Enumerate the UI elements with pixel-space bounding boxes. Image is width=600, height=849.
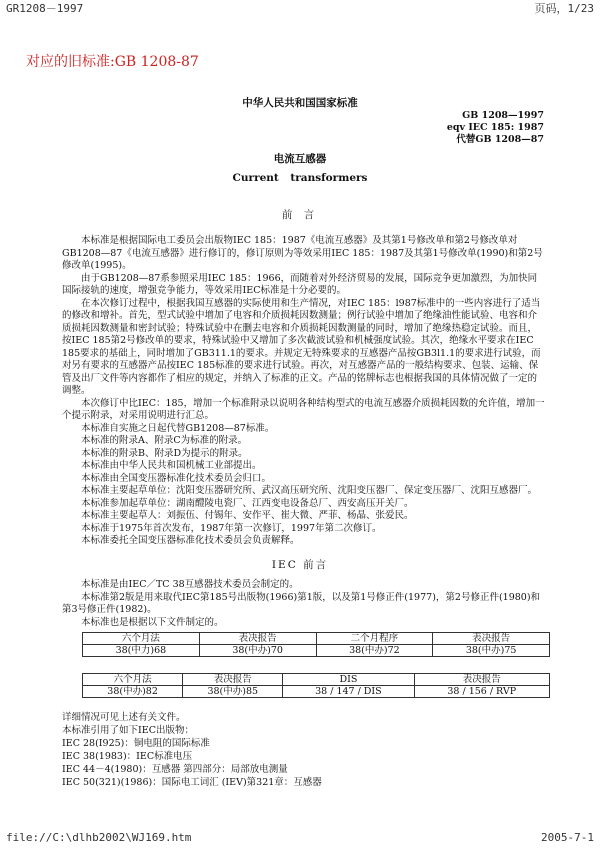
table-header-cell: 表决报告: [414, 674, 549, 686]
iec-foreword-body: [62, 579, 546, 629]
foreword-body: [62, 235, 546, 548]
table-row: [83, 686, 550, 698]
text-line: IEC 38(1983)：IEC标准电压: [62, 751, 193, 762]
table-cell: 38(中办)70: [199, 645, 316, 657]
national-standard-title: 中华人民共和国国家标准: [242, 97, 358, 109]
documents-table-2: [82, 673, 550, 698]
foreword-heading: 前 言: [281, 209, 319, 221]
paragraph: 本标准主要起草单位：沈阳变压器研究所、武汉高压研究所、沈阳变压器厂、保定变压器厂、沈阳互感器厂。: [81, 485, 538, 496]
iec-foreword-heading: IEC 前言: [271, 559, 329, 571]
paragraph: 本标准自实施之日起代替GB1208—87标准。: [81, 422, 275, 434]
documents-table-1: [82, 632, 550, 657]
paragraph: 本标准委托全国变压器标准化技术委员会负责解释。: [81, 535, 300, 546]
table-cell: 38(中办)75: [433, 645, 550, 657]
paragraph: 本标准由全国变压器标准化技术委员会归口。: [81, 472, 272, 484]
paragraph: 本次修订中比IEC：185，增加一个标准附录以说明各种结构型式的电流互感器介质损耗因数的允许值，增加一个提示附录，对采用说明进行汇总。: [62, 397, 545, 421]
paragraph: 本标准的附录A、附录C为标准的附录。: [81, 435, 248, 446]
page-header: [6, 0, 594, 14]
paragraph: 在本次修订过程中，根据我国互感器的实际使用和生产情况，对IEC 185：l987标准中的一些内容进行了适当的修改和增补。首先，型式试验中增加了电容和介质损耗因数测量；例行试验中增加了绝缘油性能试验、电容和介质损耗因数测量和密封试验；特殊试验中在删去电容和介质损耗因数测量的同时，增加了绝缘热稳定试验。而且，按IEC 185第2号修改单的要求，特殊试验中又增加了多次截波试验和机械强度试验。其次，绝缘水平要求在IEC 185要求的基础上，同时增加了GB311.1的要求。并规定无特殊要求的互感器产品按GB3l1.1的要求进行试验，而对另有要求的互感器产品按IEC 185标准的要求进行试验。再次，对互感器产品的一般结构要求、包装、运输、保管及出厂文件等内容都作了相应的规定，并纳入了标准的正文。产品的铭牌标志也根据我国的具体情况做了一定的调整。: [62, 297, 541, 396]
referenced-publications: [62, 711, 546, 789]
footer-date: 2005-7-1: [541, 831, 594, 844]
document-title: 电流互感器: [273, 153, 327, 165]
paragraph: 本标准第2版是用来取代IEC第185号出版物(1966)第1版，以及第1号修正件(1977)，第2号修正件(1980)和第3号修正件(1982)。: [62, 591, 541, 615]
standard-code: 代替GB 1208—87: [456, 134, 544, 145]
table-header-cell: 二个月程序: [316, 633, 433, 645]
table-header-cell: 六个月法: [83, 633, 200, 645]
text-line: IEC 28(I925)：铜电阻的国际标准: [62, 738, 210, 749]
standard-code: GB 1208—1997: [462, 110, 544, 121]
standard-codes: [447, 110, 544, 146]
paragraph: 本标准于1975年首次发布，1987年第一次修订，1997年第二次修订。: [81, 522, 382, 534]
table-header-row: [83, 674, 550, 686]
paragraph: 本标准参加起草单位：湖南醴陵电瓷厂、江西变电设备总厂、西安高压开关厂。: [81, 497, 414, 509]
text-line: IEC 50(321)(1986)：国际电工词汇 (IEV)第321章：互感器: [62, 777, 322, 788]
text-line: 详细情况可见上述有关文件。: [62, 712, 186, 723]
paragraph: 由于GB1208—87系参照采用IEC 185：1966，而随着对外经济贸易的发展，国际竞争更加激烈，为加快同国际接轨的速度，增强竞争能力，等效采用IEC标准是十分必要的。: [62, 272, 538, 296]
old-standard-link[interactable]: 对应的旧标准:GB 1208-87: [26, 54, 199, 70]
table-header-cell: 表决报告: [183, 674, 283, 686]
table-header-cell: 表决报告: [433, 633, 550, 645]
table-cell: 38(中办)85: [183, 686, 283, 698]
table-cell: 38(中办)72: [316, 645, 433, 657]
paragraph: 本标准是根据国际电工委员会出版物IEC 185：1987《电流互感器》及其第1号修改单和第2号修改单对GB1208—87《电流互感器》进行修订的，修订原则为等效采用IEC 185：1987及其第1号修改单(1990)和第2号修改单(1995)。: [62, 235, 543, 271]
footer-file-path: file://C:\dlhb2002\WJ169.htm: [6, 831, 192, 844]
table-cell: 38(中办)82: [83, 686, 183, 698]
header-doc-id: GR1208－1997: [6, 2, 84, 15]
paragraph: 本标准也是根据以下文件制定的。: [81, 616, 224, 628]
paragraph: 本标准主要起草人：刘振伍、付锡年、安作平、崔大微、严菲、杨晶、张爱民。: [81, 510, 414, 521]
table-header-cell: DIS: [283, 674, 414, 686]
page-footer: [6, 831, 594, 845]
table-header-cell: 六个月法: [83, 674, 183, 686]
paragraph: 本标准由中华人民共和国机械工业部提出。: [81, 460, 262, 471]
table-header-cell: 表决报告: [199, 633, 316, 645]
table-row: [83, 645, 550, 657]
paragraph: 本标准是由IEC／TC 38互感器技术委员会制定的。: [81, 579, 299, 590]
header-page-number: 页码，1/23: [534, 2, 594, 15]
table-cell: 38(中力)68: [83, 645, 200, 657]
standard-code: eqv IEC 185: 1987: [446, 122, 544, 133]
document-title-english: Current transformers: [232, 172, 368, 184]
table-cell: 38 / 147 / DIS: [283, 686, 414, 698]
table-cell: 38 / 156 / RVP: [414, 686, 549, 698]
table-header-row: [83, 633, 550, 645]
text-line: IEC 44－4(1980)：互感器 第四部分：局部放电测量: [62, 764, 288, 775]
text-line: 本标准引用了如下IEC出版物：: [62, 725, 194, 736]
paragraph: 本标准的附录B、附录D为提示的附录。: [81, 447, 248, 459]
